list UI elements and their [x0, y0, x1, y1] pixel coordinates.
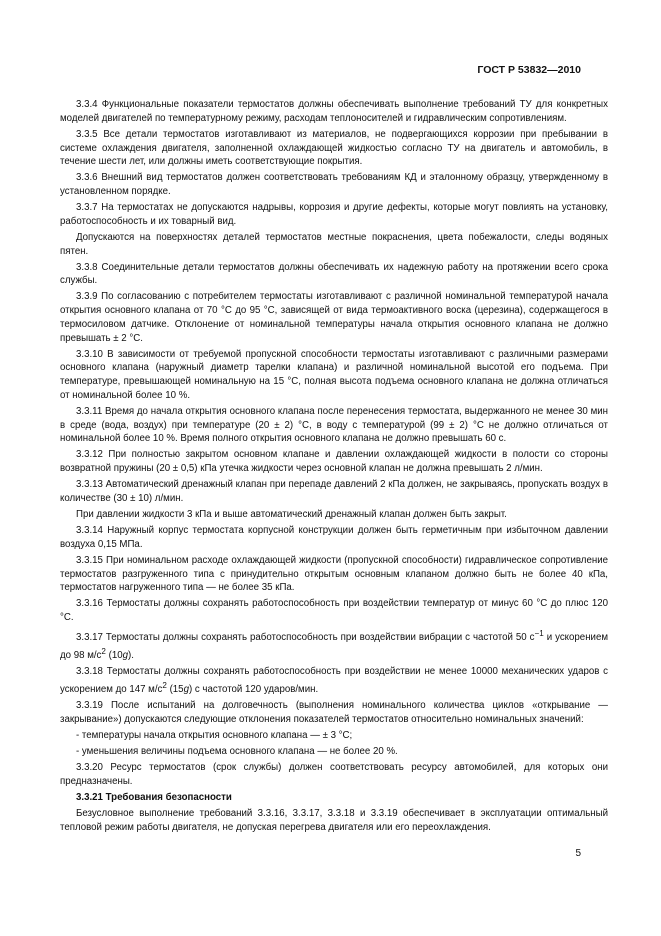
p3317-g-symbol: g	[122, 650, 128, 662]
p3318-g-symbol: g	[183, 684, 189, 696]
paragraph-3-3-20: 3.3.20 Ресурс термостатов (срок службы) должен соответствовать ресурсу автомобилей, для которых они предназначены.	[60, 762, 608, 788]
page-number: 5	[575, 848, 581, 859]
document-body	[60, 98, 608, 837]
p3318-text-a: 3.3.18 Термостаты должны сохранять работоспособность при воздействии не менее 10000 механических ударов с ускорением до 147 м/с	[60, 666, 608, 696]
paragraph-3-3-18	[60, 665, 608, 697]
section-heading-safety: 3.3.21 Требования безопасности	[76, 792, 232, 804]
paragraph-3-3-21: Безусловное выполнение требований 3.3.16, 3.3.17, 3.3.18 и 3.3.19 обеспечивает в эксплуатации оптимальный тепловой режим работы двигателя, не допуская перегрева двигателя или его переохлаждения.	[60, 808, 608, 834]
p3317-superscript-1: −1	[534, 629, 544, 639]
paragraph-3-3-14: 3.3.14 Наружный корпус термостата корпусной конструкции должен быть герметичным при избыточном давлении воздуха 0,15 МПа.	[60, 525, 608, 550]
list-item: - температуры начала открытия основного клапана — ± 3 °С;	[76, 730, 353, 742]
paragraph-3-3-10: 3.3.10 В зависимости от требуемой пропускной способности термостаты изготавливают с различными размерами основного клапана (наружный диаметр тарелки клапана) и различной номинальной высотой его подъема. При температуре, превышающей номинальную на 15 °С, полная высота подъема основного клапана не должна отличаться от номинальной более 10 %.	[60, 348, 608, 401]
paragraph-3-3-7-note: Допускаются на поверхностях деталей термостатов местные покраснения, цвета побежалости, следы водяных пятен.	[60, 231, 608, 257]
p3317-text-a: 3.3.17 Термостаты должны сохранять работоспособность при воздействии вибрации с частотой 50 с	[76, 632, 535, 644]
p3318-superscript: 2	[162, 681, 167, 691]
list-item: - уменьшения величины подъема основного клапана — не более 20 %.	[76, 746, 398, 758]
paragraph-3-3-17	[60, 627, 608, 663]
paragraph-3-3-12: 3.3.12 При полностью закрытом основном клапане и давлении охлаждающей жидкости в полости со стороны возвратной пружины (20 ± 0,5) кПа утечка жидкости через основной клапан не должна превышать 2 л/мин.	[60, 449, 608, 475]
document-header: ГОСТ Р 53832—2010	[477, 64, 581, 76]
p3318-text-b: (15	[166, 684, 184, 696]
paragraph-3-3-8: 3.3.8 Соединительные детали термостатов должны обеспечивать их надежную работу на протяжении всего срока службы.	[60, 261, 608, 287]
p3317-text-b: и ускорением до 98 м/с	[60, 632, 609, 662]
paragraph-3-3-16: 3.3.16 Термостаты должны сохранять работоспособность при воздействии температур от минус 60 °С до плюс 120 °С.	[60, 598, 608, 624]
paragraph-3-3-6: 3.3.6 Внешний вид термостатов должен соответствовать требованиям КД и эталонному образцу, утвержденному в установленном порядке.	[60, 172, 608, 197]
paragraph-3-3-5: 3.3.5 Все детали термостатов изготавливают из материалов, не подвергающихся коррозии при пребывании в системе охлаждения двигателя, заполненной охлаждающей жидкостью согласно ТУ на двигатель и автомобиль, в течение шести лет, или должны иметь соответствующие покрытия.	[60, 128, 608, 168]
paragraph-3-3-13: 3.3.13 Автоматический дренажный клапан при перепаде давлений 2 кПа должен, не закрываясь, пропускать воздух в количестве (30 ± 10) л/мин.	[60, 479, 608, 504]
paragraph-3-3-7: 3.3.7 На термостатах не допускаются надрывы, коррозия и другие дефекты, которые могут повлиять на установку, работоспособность и их товарный вид.	[60, 202, 608, 227]
paragraph-3-3-11: 3.3.11 Время до начала открытия основного клапана после перенесения термостата, выдержанного не менее 30 мин в среде (вода, воздух) при температуре (20 ± 2) °С, в воду с температурой (99 ± 2) °С не должно отличаться от номинальной более 10 %. Время полного открытия основного клапана не должно превышать 60 с.	[60, 405, 608, 445]
p3317-text-d: ).	[128, 650, 134, 662]
paragraph-3-3-13-note: При давлении жидкости 3 кПа и выше автоматический дренажный клапан должен быть закрыт.	[76, 508, 507, 520]
p3317-text-c: (10	[105, 650, 123, 662]
p3318-text-c: ) с частотой 120 ударов/мин.	[188, 684, 319, 696]
paragraph-3-3-19: 3.3.19 После испытаний на долговечность (выполнения номинального количества циклов «открывание — закрывание») допускаются следующие отклонения показателей термостатов относительно номинальных значений:	[60, 700, 608, 726]
paragraph-3-3-9: 3.3.9 По согласованию с потребителем термостаты изготавливают с различной номинальной температурой начала открытия основного клапана от 70 °С до 95 °С, зависящей от вида термоактивного воска (церезина), содержащегося в термосиловом датчике. Отклонение от номинальной температуры начала открытия основного клапана не должно превышать ± 2 °С.	[60, 291, 608, 344]
paragraph-3-3-15: 3.3.15 При номинальном расходе охлаждающей жидкости (пропускной способности) гидравлическое сопротивление термостатов разгруженного типа с принудительно открытым основным клапаном должно быть не более 40 кПа, термостатов нагруженного типа — не более 35 кПа.	[60, 554, 608, 594]
paragraph-3-3-4: 3.3.4 Функциональные показатели термостатов должны обеспечивать выполнение требований ТУ для конкретных моделей двигателей по температурному режиму, расходам теплоносителей и гидравлическим сопротивлениям.	[60, 99, 608, 124]
p3317-superscript-2: 2	[101, 647, 106, 657]
